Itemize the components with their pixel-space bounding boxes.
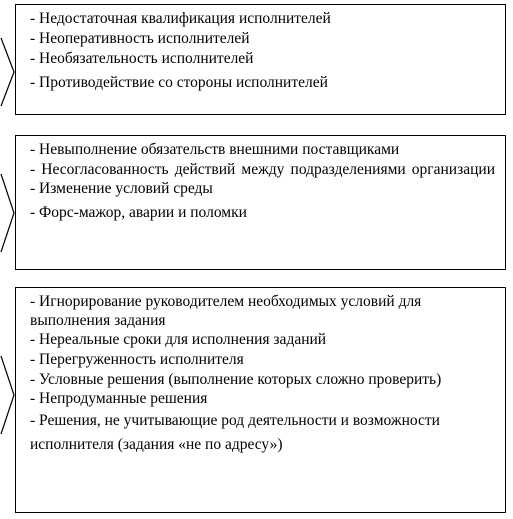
brace-arrow-group-2: [0, 172, 16, 254]
brace-arrow-group-3: [0, 354, 16, 436]
list-item: - Изменение условий среды: [30, 180, 213, 197]
list-item: - Недостаточная квалификация исполнителей: [30, 10, 331, 27]
list-item: - Невыполнение обязательств внешними поставщиками: [30, 141, 400, 158]
list-item: - Перегруженность исполнителя: [30, 351, 244, 368]
list-item: - Необязательность исполнителей: [30, 50, 254, 67]
group-box-2: [15, 135, 506, 270]
list-item: - Игнорирование руководителем необходимых условий для выполнения задания: [30, 293, 422, 329]
list-item: - Условные решения (выполнение которых сложно проверить): [30, 371, 442, 388]
list-item: - Форс-мажор, аварии и поломки: [30, 204, 247, 221]
group-box-1: [15, 4, 506, 115]
group-box-3: [15, 287, 506, 513]
list-item: - Нереальные сроки для исполнения заданий: [30, 331, 327, 348]
list-item: - Решения, не учитывающие род деятельности и возможности исполнителя (задания «не по адресу»): [30, 412, 440, 453]
list-item: - Неоперативность исполнителей: [30, 30, 250, 47]
list-item: - Несогласованность действий между подразделениями организации: [30, 161, 495, 178]
brace-arrow-group-1: [0, 36, 16, 108]
list-item: - Непродуманные решения: [30, 390, 208, 407]
list-item: - Противодействие со стороны исполнителей: [30, 74, 328, 91]
